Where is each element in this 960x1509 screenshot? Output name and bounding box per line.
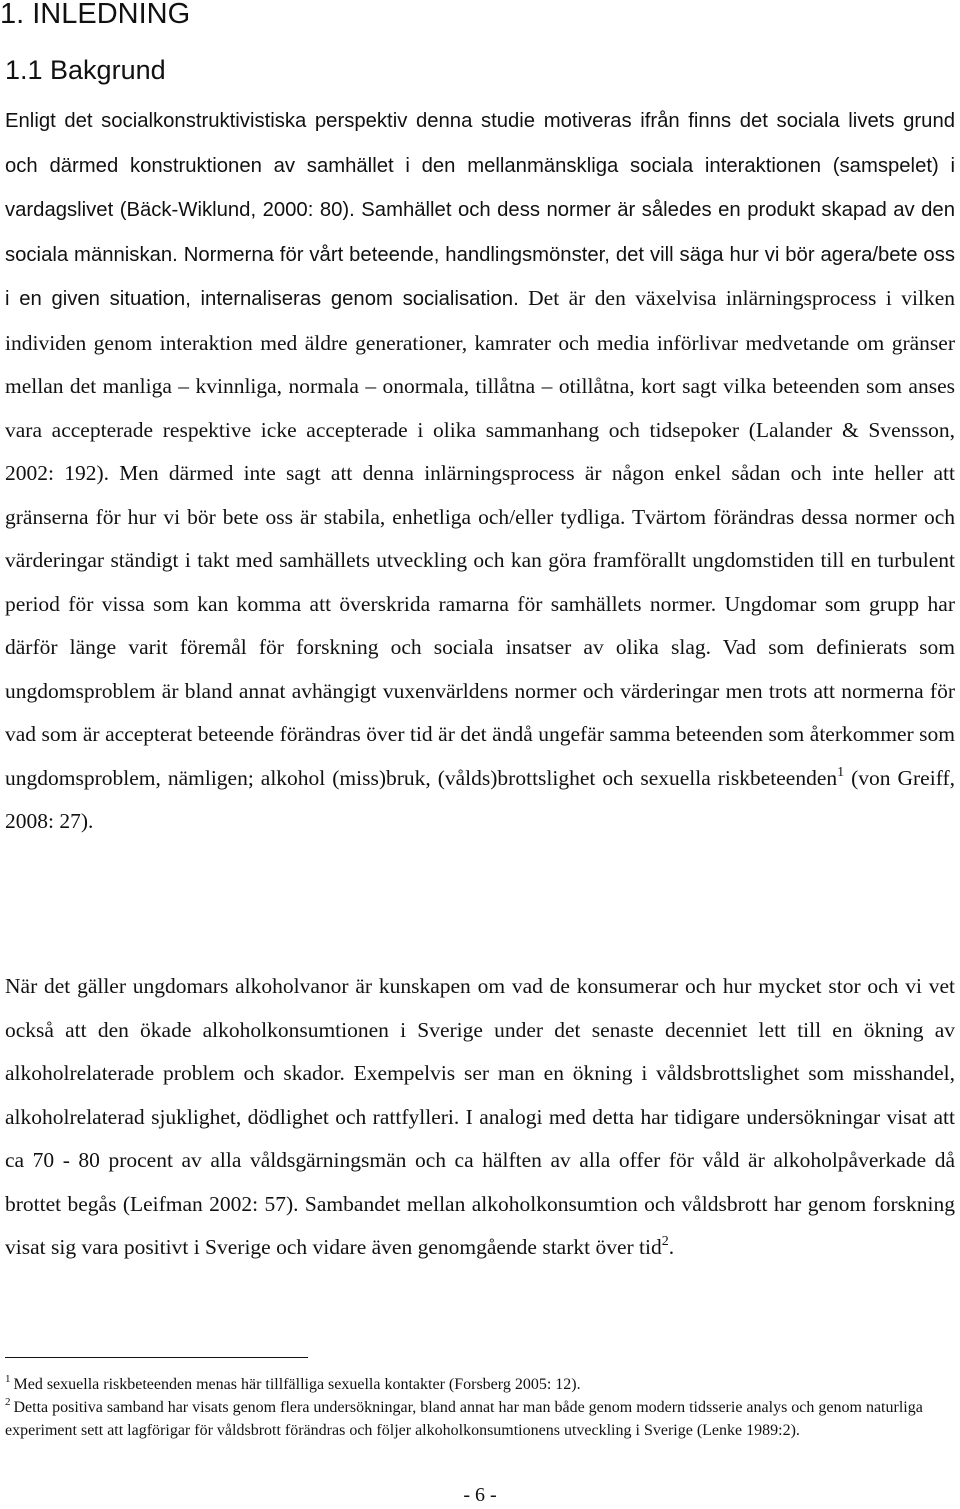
section-heading: 1.1 Bakgrund [5,55,166,85]
paragraph-alcohol-text: När det gäller ungdomars alkoholvanor är kunskapen om vad de konsumerar och hur mycket stor och vi vet också att den ökade alkoholkonsumtionen i Sverige under det senaste decenniet lett till en ökning av alkoholrelaterade problem och skador. Exempelvis ser man en ökning i våldsbrottslighet som misshandel, alkoholrelaterad sjuklighet, dödlighet och rattfylleri. I analogi med detta har tidigare undersökningar visat att ca 70 - 80 procent av alla våldsgärningsmän och ca hälften av alla offer för våld är alkoholpåverkade då brottet begås (Leifman 2002: 57). Sambandet mellan alkoholkonsumtion och våldsbrott har genom forskning visat sig vara positivt i Sverige och vidare även genomgående starkt över tid [5,974,955,1259]
chapter-heading: 1. INLEDNING [0,0,191,30]
footnote-ref-1[interactable]: 1 [837,764,845,780]
footnote-mark-2: 2 [5,1396,11,1408]
footnote-2 [5,1396,955,1442]
page-number: - 6 - [463,1484,497,1506]
footnote-text-1: Med sexuella riskbeteenden menas här tillfälliga sexuella kontakter (Forsberg 2005: 12). [13,1376,581,1393]
paragraph-tail: (von Greiff, 2008: 27). [5,765,956,833]
paragraph-background [5,99,955,844]
footnote-1 [5,1373,955,1396]
paragraph-alcohol [5,965,955,1270]
paragraph-serif-run: Det är den växelvisa inlärningsprocess i vilken individen genom interaktion med äldre generationer, kamrater och media införlivar medvetande om gränser mellan det manliga – kvinnliga, normala – onormala, tillåtna – otillåtna, kort sagt vilka beteenden som anses vara accepterade respektive icke accepterade i olika sammanhang och tidsepoker (Lalander & Svensson, 2002: 192). Men därmed inte sagt att denna inlärningsprocess är någon enkel sådan och inte heller att gränserna för hur vi bör bete oss är stabila, enhetliga och/eller tydliga. Tvärtom förändras dessa normer och värderingar ständigt i takt med samhällets utveckling och kan göra framförallt ungdomstiden till en turbulent period för vissa som kan komma att överskrida ramarna för samhällets normer. Ungdomar som grupp har därför länge varit föremål för forskning och sociala insatser av olika slag. Vad som definierats som ungdomsproblem är bland annat avhängigt vuxenvärldens normer och värderingar men trots att normerna för vad som är accepterat beteende förändras över tid är det ändå ungefär samma beteenden som återkommer som ungdomsproblem, nämligen; alkohol (miss)bruk, (vålds)brottslighet och sexuella riskbeteenden [5,286,955,790]
footnote-ref-2[interactable]: 2 [661,1234,669,1249]
footnote-text-2: Detta positiva samband har visats genom flera undersökningar, bland annat har man både genom modern tidsserie analys och genom naturliga experiment sett att lagförigar för våldsbrott förändras och följer alkoholkonsumtionens utveckling i Sverige (Lenke 1989:2). [5,1399,923,1439]
footnote-separator [5,1357,308,1358]
footnote-mark-1: 1 [5,1373,11,1385]
paragraph-sans-run: Enligt det socialkonstruktivistiska perspektiv denna studie motiveras ifrån finns det sociala livets grund och därmed konstruktionen av samhället i den mellanmänskliga sociala interaktionen (samspelet) i vardagslivet (Bäck-Wiklund, 2000: 80). Samhället och dess normer är således en produkt skapad av den sociala människan. Normerna för vårt beteende, handlingsmönster, det vill säga hur vi bör agera/bete oss i en given situation, internaliseras genom socialisation. [5,110,955,310]
paragraph-alcohol-tail: . [668,1235,675,1259]
